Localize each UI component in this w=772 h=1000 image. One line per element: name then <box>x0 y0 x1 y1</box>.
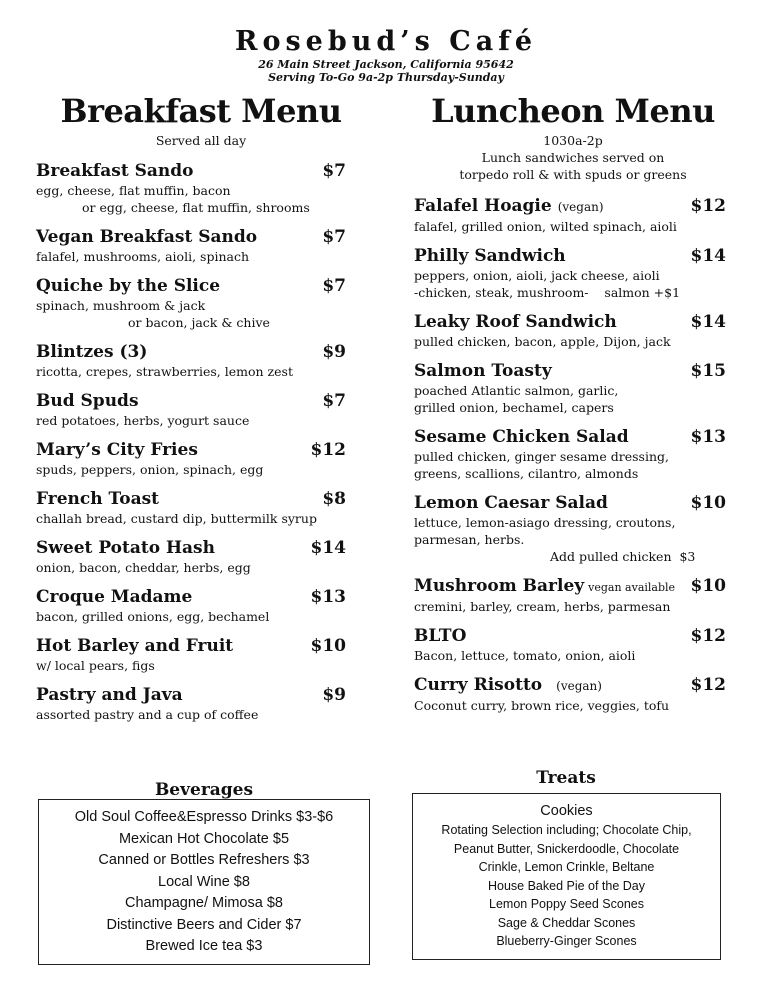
item-description: falafel, mushrooms, aioli, spinach <box>36 249 249 264</box>
item-price: $14 <box>690 312 726 332</box>
item-name: Falafel Hoagie (vegan) <box>414 196 604 216</box>
treat-line: House Baked Pie of the Day <box>487 878 646 893</box>
beverage-line: Mexican Hot Chocolate $5 <box>118 830 290 847</box>
item-name: Leaky Roof Sandwich <box>414 312 617 332</box>
beverage-line: Champagne/ Mimosa $8 <box>125 895 283 911</box>
item-name: Sesame Chicken Salad <box>414 427 629 447</box>
item-description: Coconut curry, brown rice, veggies, tofu <box>414 698 670 713</box>
item-price: $7 <box>322 276 346 296</box>
beverage-line: Distinctive Beers and Cider $7 <box>106 916 302 933</box>
luncheon-note: torpedo roll & with spuds or greens <box>459 167 687 182</box>
beverages-title: Beverages <box>154 780 254 800</box>
item-price: $14 <box>690 246 726 266</box>
item-description: spuds, peppers, onion, spinach, egg <box>36 462 264 477</box>
item-price: $12 <box>310 440 346 460</box>
item-price: $8 <box>322 489 346 509</box>
menu-item <box>414 626 732 664</box>
item-description: egg, cheese, flat muffin, bacon <box>36 183 231 198</box>
item-price: $7 <box>322 161 346 181</box>
item-description: peppers, onion, aioli, jack cheese, aioli <box>414 268 660 283</box>
item-name: Breakfast Sando <box>36 161 194 181</box>
beverage-line: Local Wine $8 <box>158 873 250 890</box>
menu-header <box>0 26 772 84</box>
item-name: Hot Barley and Fruit <box>36 636 234 656</box>
item-description: onion, bacon, cheddar, herbs, egg <box>36 560 251 575</box>
item-name: BLTO <box>414 626 467 646</box>
item-name: Bud Spuds <box>36 391 139 411</box>
item-price: $10 <box>310 636 346 656</box>
item-description: -chicken, steak, mushroom- salmon +$1 <box>414 285 681 300</box>
treats-box <box>412 793 721 960</box>
item-price: $9 <box>322 342 346 362</box>
item-description: spinach, mushroom & jack <box>36 298 206 313</box>
item-price: $12 <box>690 675 726 695</box>
item-price: $7 <box>322 391 346 411</box>
treat-line: Blueberry-Ginger Scones <box>496 934 637 948</box>
item-name: Croque Madame <box>36 587 193 607</box>
menu-item <box>36 636 366 674</box>
item-price: $10 <box>690 576 726 596</box>
item-description: ricotta, crepes, strawberries, lemon zest <box>36 364 293 379</box>
treats-title: Treats <box>536 768 596 788</box>
item-description: Bacon, lettuce, tomato, onion, aioli <box>414 648 636 663</box>
menu-item <box>414 361 732 416</box>
menu-item <box>414 246 732 301</box>
item-price: $7 <box>322 227 346 247</box>
beverages-box <box>38 799 370 965</box>
item-name: Mary’s City Fries <box>36 440 198 460</box>
serving-hours: Serving To-Go 9a-2p Thursday-Sunday <box>268 71 504 84</box>
item-description: cremini, barley, cream, herbs, parmesan <box>414 599 671 614</box>
item-description: lettuce, lemon-asiago dressing, croutons, <box>414 515 676 530</box>
menu-item <box>36 440 366 478</box>
treat-line: Crinkle, Lemon Crinkle, Beltane <box>478 860 655 874</box>
menu-item <box>36 276 366 331</box>
menu-item <box>414 427 732 482</box>
item-name: Pastry and Java <box>36 685 183 705</box>
menu-item <box>414 196 732 235</box>
item-price: $13 <box>310 587 346 607</box>
breakfast-menu <box>36 92 366 734</box>
item-addon: Add pulled chicken $3 <box>550 549 696 564</box>
treat-line: Lemon Poppy Seed Scones <box>489 897 644 911</box>
item-price: $12 <box>690 196 726 216</box>
breakfast-menu-title: Breakfast Menu <box>60 92 342 130</box>
item-description: or egg, cheese, flat muffin, shrooms <box>82 200 310 215</box>
luncheon-note: Lunch sandwiches served on <box>481 150 665 165</box>
item-name: Salmon Toasty <box>414 361 552 381</box>
item-name: Sweet Potato Hash <box>36 538 215 558</box>
menu-item <box>36 538 366 576</box>
item-price: $12 <box>690 626 726 646</box>
luncheon-hours: 1030a-2p <box>543 133 603 148</box>
item-description: red potatoes, herbs, yogurt sauce <box>36 413 250 428</box>
item-name: French Toast <box>36 489 160 509</box>
item-name: Lemon Caesar Salad <box>414 493 608 513</box>
item-description: bacon, grilled onions, egg, bechamel <box>36 609 270 624</box>
item-description: grilled onion, bechamel, capers <box>414 400 614 415</box>
item-description: poached Atlantic salmon, garlic, <box>414 383 619 398</box>
menu-item <box>414 493 732 565</box>
item-note: (vegan) <box>556 679 602 693</box>
item-name: Blintzes (3) <box>36 342 148 362</box>
item-price: $15 <box>690 361 726 381</box>
menu-item <box>36 161 366 216</box>
menu-item <box>36 391 366 429</box>
treats-heading: Cookies <box>540 803 593 819</box>
item-price: $13 <box>690 427 726 447</box>
item-note: (vegan) <box>557 200 604 214</box>
item-name: Mushroom Barley vegan available <box>414 576 676 596</box>
item-name: Vegan Breakfast Sando <box>36 227 258 247</box>
item-name: Curry Risotto (vegan) <box>414 675 602 695</box>
menu-item <box>414 576 732 615</box>
treat-line: Peanut Butter, Snickerdoodle, Chocolate <box>453 841 680 856</box>
menu-item <box>414 675 732 714</box>
menu-item <box>36 342 366 380</box>
luncheon-menu-title: Luncheon Menu <box>431 92 715 130</box>
item-description: falafel, grilled onion, wilted spinach, aioli <box>414 219 677 234</box>
item-name: Quiche by the Slice <box>36 276 221 296</box>
item-description: w/ local pears, figs <box>36 658 155 673</box>
beverage-line: Canned or Bottles Refreshers $3 <box>98 852 310 868</box>
menu-item <box>36 227 366 265</box>
item-description: challah bread, custard dip, buttermilk syrup <box>36 511 317 526</box>
item-name: Philly Sandwich <box>414 246 566 266</box>
treat-line: Sage & Cheddar Scones <box>497 915 636 930</box>
beverage-line: Old Soul Coffee&Espresso Drinks $3-$6 <box>74 809 334 825</box>
treat-line: Rotating Selection including; Chocolate Chip, <box>441 823 692 837</box>
breakfast-subtitle: Served all day <box>155 133 247 148</box>
item-note: vegan available <box>588 581 676 594</box>
cafe-address: 26 Main Street Jackson, California 95642 <box>258 58 514 71</box>
item-description: pulled chicken, ginger sesame dressing, <box>414 449 669 464</box>
menu-item <box>414 312 732 350</box>
item-description: parmesan, herbs. <box>414 532 525 547</box>
item-description: assorted pastry and a cup of coffee <box>36 707 259 722</box>
menu-item <box>36 489 366 527</box>
item-description: pulled chicken, bacon, apple, Dijon, jack <box>414 334 671 349</box>
menu-item <box>36 685 366 723</box>
item-description: or bacon, jack & chive <box>128 315 270 330</box>
beverage-line: Brewed Ice tea $3 <box>145 938 263 954</box>
item-price: $10 <box>690 493 726 513</box>
item-price: $14 <box>310 538 346 558</box>
cafe-name: Rosebud’s Café <box>235 26 537 57</box>
item-description: greens, scallions, cilantro, almonds <box>414 466 639 481</box>
item-price: $9 <box>322 685 346 705</box>
menu-item <box>36 587 366 625</box>
luncheon-menu <box>414 92 732 725</box>
